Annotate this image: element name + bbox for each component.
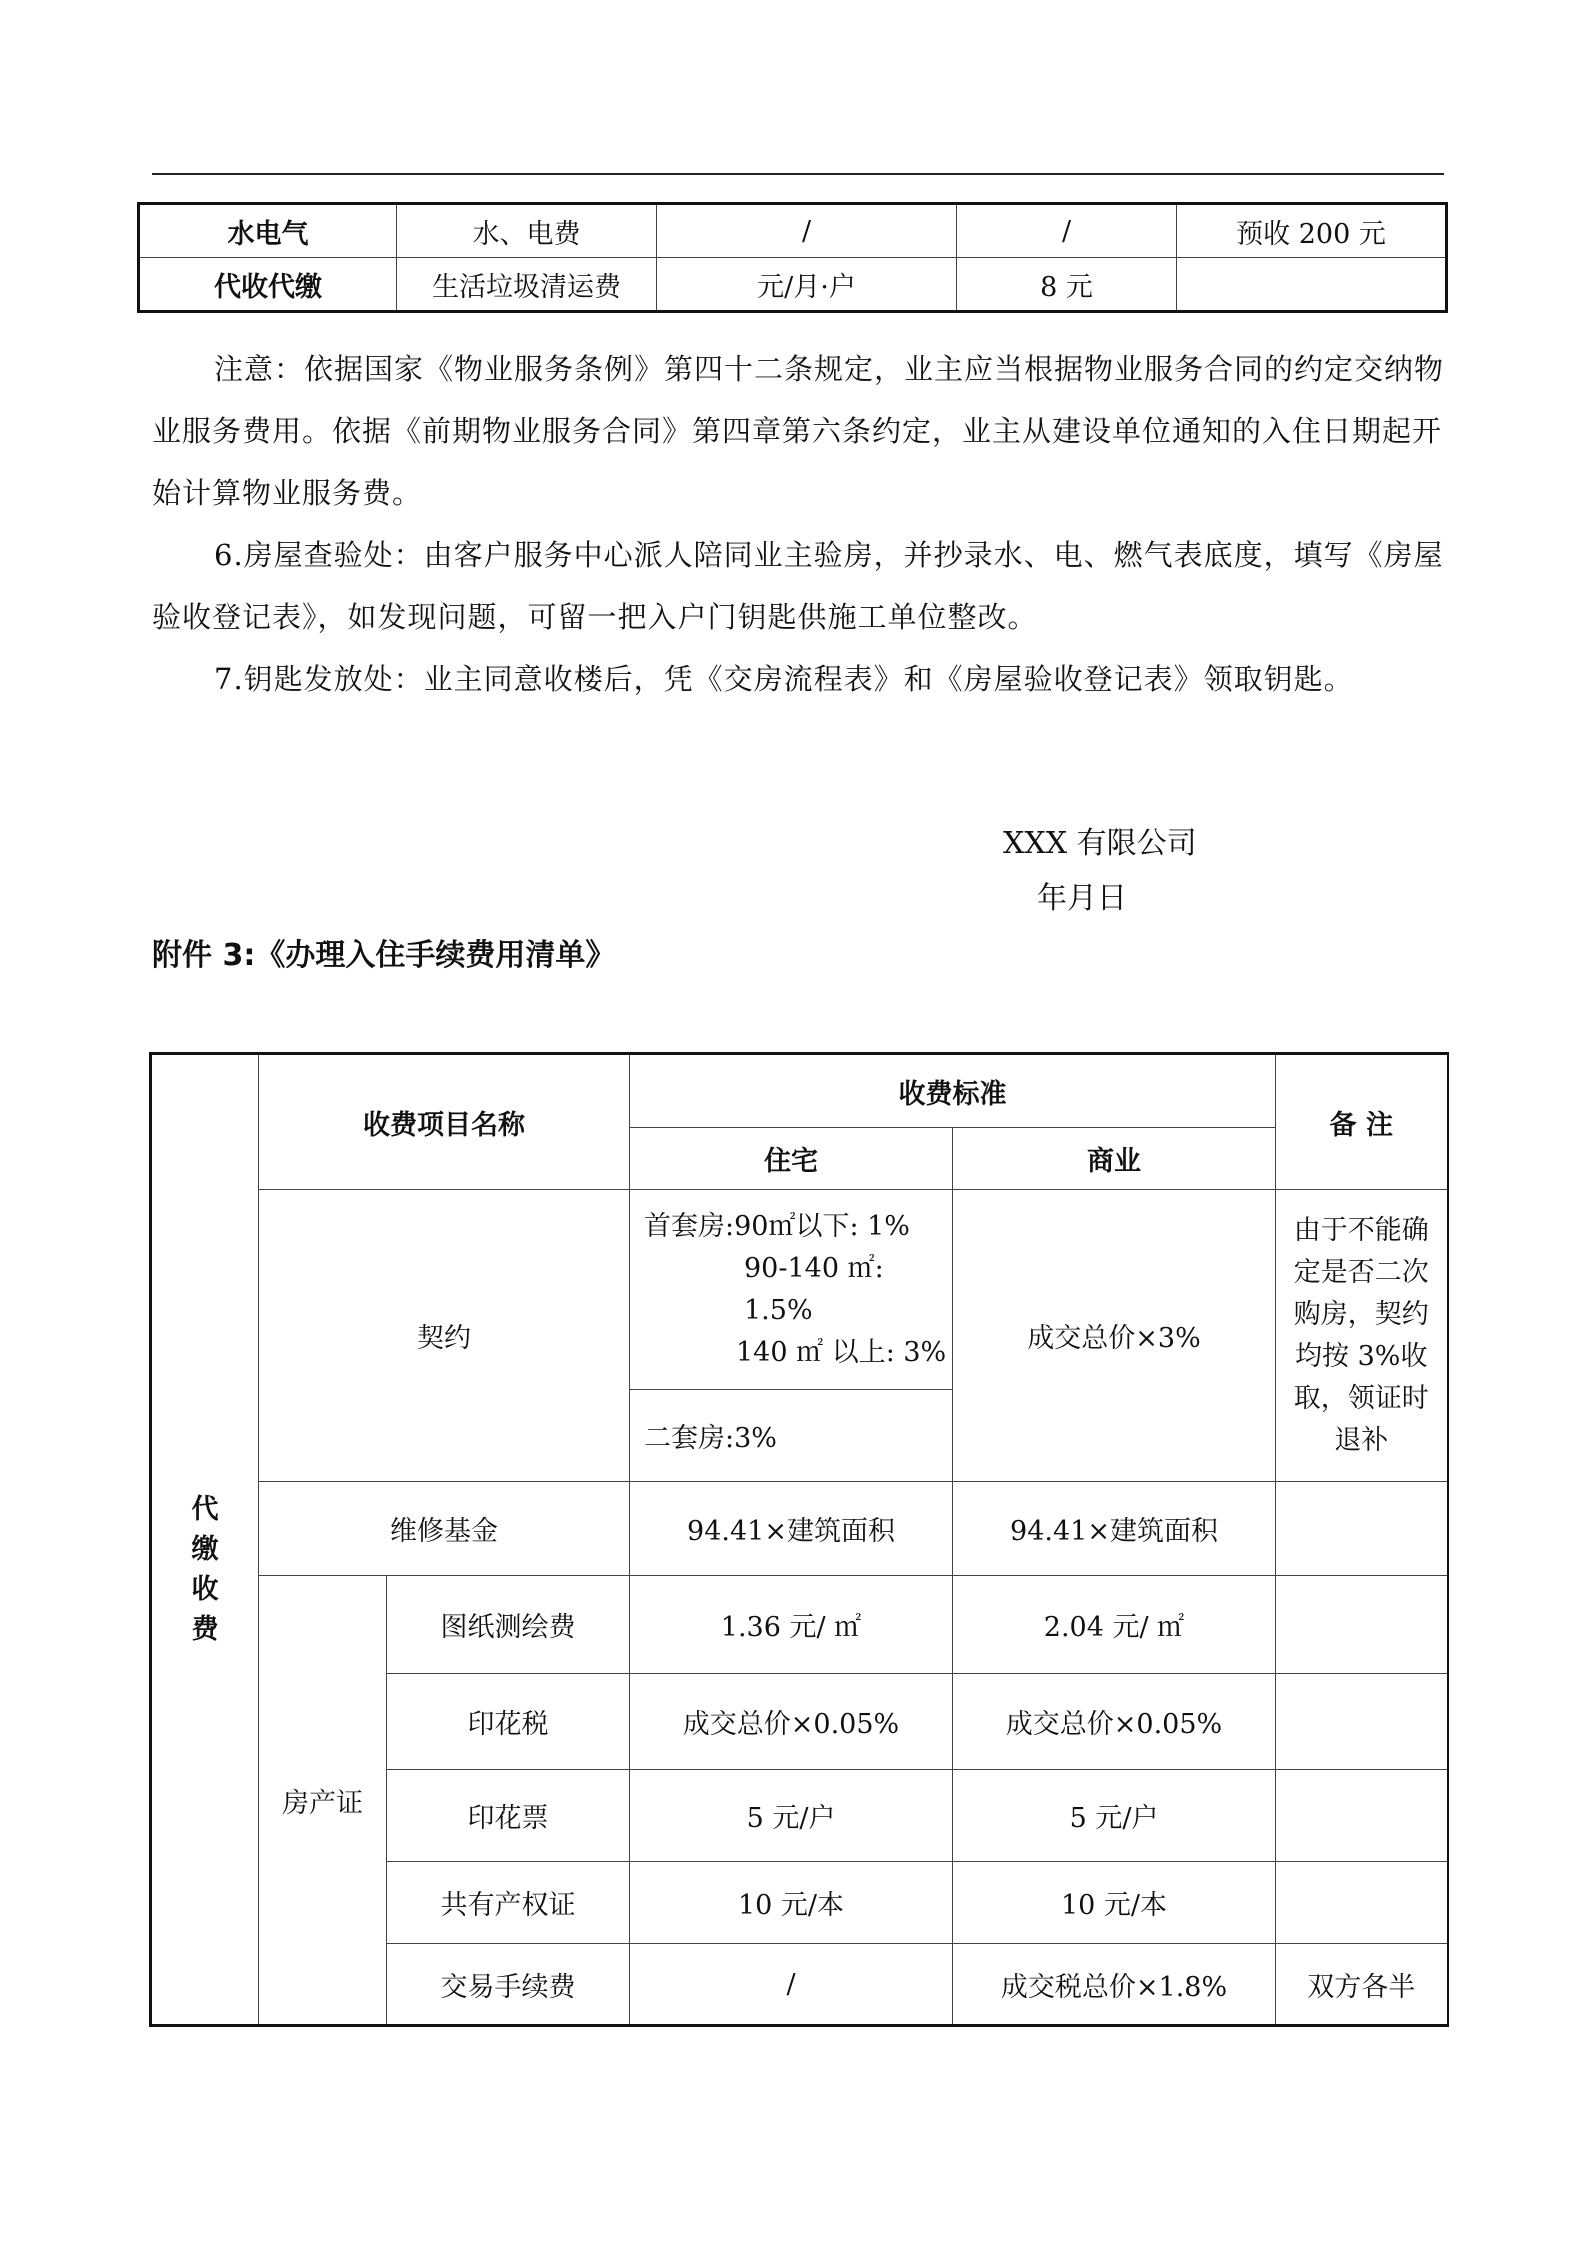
fee-residential: / [630, 1944, 953, 2026]
side-label [151, 1054, 259, 2026]
fee-remark: 双方各半 [1276, 1944, 1448, 2026]
fee-residential: 5 元/户 [630, 1770, 953, 1862]
table-row [139, 204, 1447, 258]
key-issue-paragraph: 7.钥匙发放处：业主同意收楼后，凭《交房流程表》和《房屋验收登记表》领取钥匙。 [214, 662, 1354, 696]
fee-name: 交易手续费 [387, 1944, 630, 2026]
company-name: XXX 有限公司 [1003, 826, 1197, 861]
maintenance-name: 维修基金 [259, 1482, 630, 1576]
fee-remark [1276, 1674, 1448, 1770]
fee-commercial: 成交总价×0.05% [953, 1674, 1276, 1770]
deed-rate-line: 90-140 ㎡: 1.5% [744, 1252, 884, 1326]
deed-second-home-rate: 二套房:3% [630, 1390, 953, 1482]
fee-remark [1276, 1770, 1448, 1862]
fee-name: 印花票 [387, 1770, 630, 1862]
property-cert-group: 房产证 [259, 1576, 387, 2026]
commercial-header: 商业 [953, 1128, 1276, 1190]
unit-cell: 元/月·户 [657, 258, 957, 312]
attachment-title: 附件 3:《办理入住手续费用清单》 [152, 938, 616, 973]
maintenance-remark [1276, 1482, 1448, 1576]
fee-remark [1276, 1862, 1448, 1944]
notes-section [152, 338, 1444, 710]
item-name-header: 收费项目名称 [259, 1054, 630, 1190]
house-inspection-paragraph: 6.房屋查验处：由客户服务中心派人陪同业主验房，并抄录水、电、燃气表底度，填写《房屋验收登记表》，如发现问题，可留一把入户门钥匙供施工单位整改。 [152, 538, 1444, 634]
table-row [151, 1576, 1448, 1674]
standard-header: 收费标准 [630, 1054, 1276, 1128]
table-header-row [151, 1054, 1448, 1128]
remark-cell [1177, 258, 1447, 312]
fee-residential: 1.36 元/ ㎡ [630, 1576, 953, 1674]
fee-commercial: 2.04 元/ ㎡ [953, 1576, 1276, 1674]
amount-cell: 8 元 [957, 258, 1177, 312]
fee-table-continued [137, 202, 1448, 313]
table-row [139, 258, 1447, 312]
table-row [151, 1482, 1448, 1576]
amount-cell: / [957, 204, 1177, 258]
item-cell: 生活垃圾清运费 [397, 258, 657, 312]
deed-commercial: 成交总价×3% [953, 1190, 1276, 1482]
item-cell: 水、电费 [397, 204, 657, 258]
signature-date: 年月日 [1037, 881, 1127, 916]
note-paragraph: 注意：依据国家《物业服务条例》第四十二条规定，业主应当根据物业服务合同的约定交纳物业服务费用。依据《前期物业服务合同》第四章第六条约定，业主从建设单位通知的入住日期起开始计算物业服务费。 [152, 352, 1445, 510]
category-cell: 水电气 [139, 204, 397, 258]
move-in-fee-table [149, 1052, 1449, 2027]
fee-name: 图纸测绘费 [387, 1576, 630, 1674]
fee-remark [1276, 1576, 1448, 1674]
remark-cell: 预收 200 元 [1177, 204, 1447, 258]
deed-first-home-rates [630, 1190, 953, 1390]
fee-name: 共有产权证 [387, 1862, 630, 1944]
unit-cell: / [657, 204, 957, 258]
fee-residential: 10 元/本 [630, 1862, 953, 1944]
deed-rate-line: 首套房:90㎡以下: 1% [644, 1210, 910, 1242]
remark-header: 备 注 [1276, 1054, 1448, 1190]
fee-commercial: 10 元/本 [953, 1862, 1276, 1944]
deed-name: 契约 [259, 1190, 630, 1482]
category-cell: 代收代缴 [139, 258, 397, 312]
deed-remark: 由于不能确定是否二次购房，契约均按 3%收取，领证时退补 [1276, 1190, 1448, 1482]
table-row [151, 1190, 1448, 1390]
fee-commercial: 5 元/户 [953, 1770, 1276, 1862]
side-label-text: 代缴收费 [191, 1493, 219, 1645]
fee-name: 印花税 [387, 1674, 630, 1770]
residential-header: 住宅 [630, 1128, 953, 1190]
fee-residential: 成交总价×0.05% [630, 1674, 953, 1770]
deed-rate-line: 140 ㎡ 以上: 3% [736, 1336, 947, 1368]
fee-commercial: 成交税总价×1.8% [953, 1944, 1276, 2026]
maintenance-residential: 94.41×建筑面积 [630, 1482, 953, 1576]
maintenance-commercial: 94.41×建筑面积 [953, 1482, 1276, 1576]
header-rule [152, 173, 1444, 175]
